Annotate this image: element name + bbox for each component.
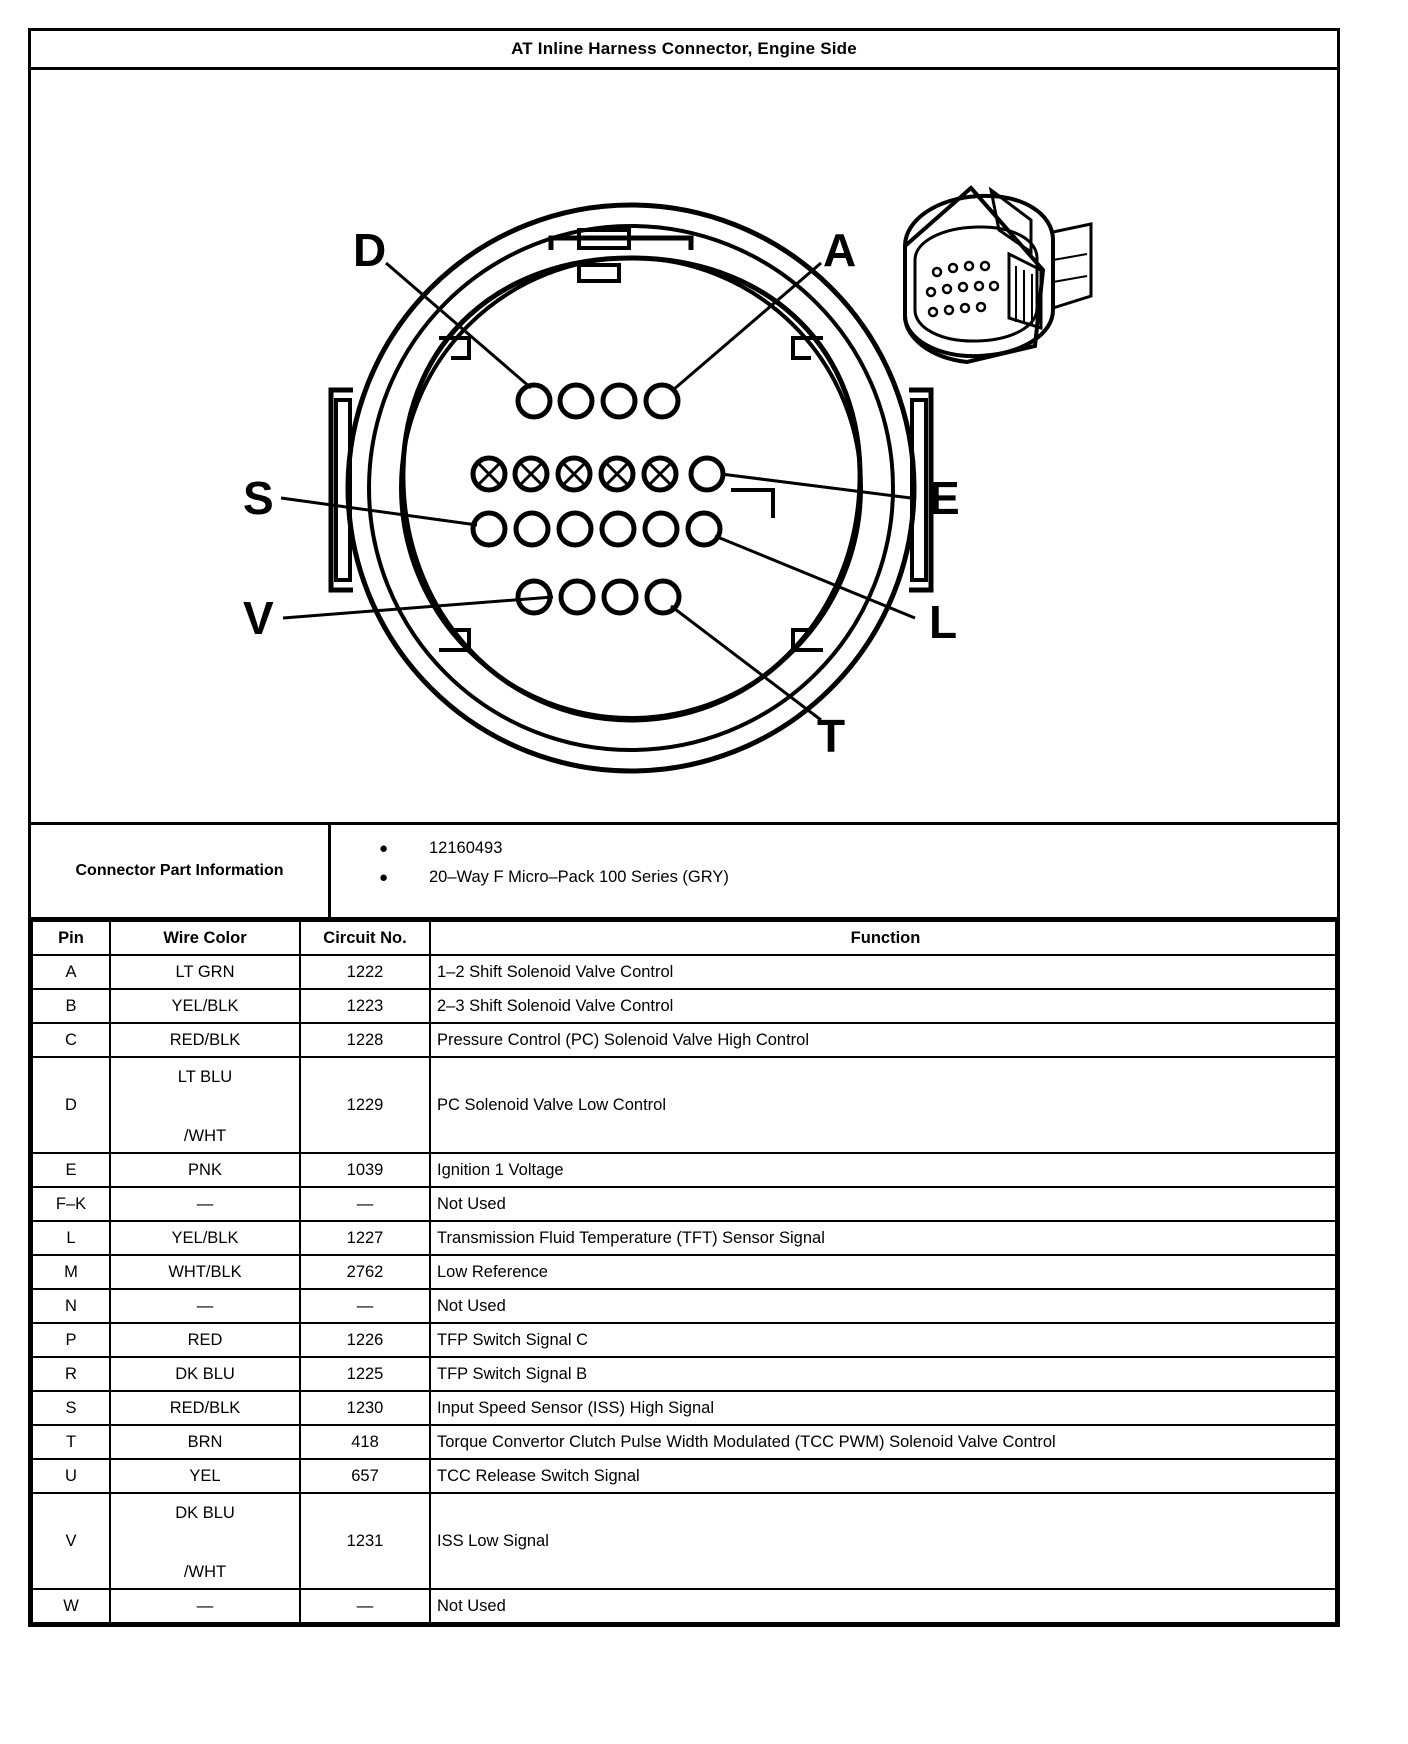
connector-isometric-illustration	[905, 188, 1091, 362]
cell-function: 1–2 Shift Solenoid Valve Control	[430, 955, 1336, 989]
cell-pin: R	[32, 1357, 110, 1391]
cell-circuit-no: 1231	[300, 1493, 430, 1589]
cell-circuit-no: 657	[300, 1459, 430, 1493]
bullet-icon: ●	[379, 869, 389, 886]
cell-circuit-no: —	[300, 1187, 430, 1221]
connector-part-information-body	[331, 825, 1337, 917]
cell-function: Input Speed Sensor (ISS) High Signal	[430, 1391, 1336, 1425]
cell-wire-color: YEL	[110, 1459, 300, 1493]
cell-function: ISS Low Signal	[430, 1493, 1336, 1589]
callout-E: E	[929, 472, 960, 524]
callout-T: T	[817, 710, 846, 762]
cell-pin: W	[32, 1589, 110, 1623]
cell-wire-color: —	[110, 1187, 300, 1221]
table-row	[32, 1493, 1336, 1589]
cell-wire-color: YEL/BLK	[110, 1221, 300, 1255]
cell-pin: S	[32, 1391, 110, 1425]
bullet-icon: ●	[379, 840, 389, 857]
cell-wire-color: RED	[110, 1323, 300, 1357]
table-row	[32, 1057, 1336, 1153]
table-row	[32, 989, 1336, 1023]
cell-circuit-no: 1225	[300, 1357, 430, 1391]
cell-function: TCC Release Switch Signal	[430, 1459, 1336, 1493]
cell-circuit-no: —	[300, 1289, 430, 1323]
cell-pin: T	[32, 1425, 110, 1459]
cell-function: TFP Switch Signal B	[430, 1357, 1336, 1391]
cell-function: Not Used	[430, 1589, 1336, 1623]
cell-wire-color: RED/BLK	[110, 1023, 300, 1057]
cell-circuit-no: 1227	[300, 1221, 430, 1255]
header-circuit: Circuit No.	[300, 921, 430, 955]
cell-circuit-no: 1039	[300, 1153, 430, 1187]
header-function: Function	[430, 921, 1336, 955]
table-row	[32, 1289, 1336, 1323]
cell-pin: A	[32, 955, 110, 989]
table-row	[32, 1221, 1336, 1255]
table-row	[32, 1425, 1336, 1459]
cell-pin: U	[32, 1459, 110, 1493]
cell-function: Torque Convertor Clutch Pulse Width Modulated (TCC PWM) Solenoid Valve Control	[430, 1425, 1336, 1459]
callout-A: A	[823, 224, 857, 276]
cell-circuit-no: 1222	[300, 955, 430, 989]
cell-pin: C	[32, 1023, 110, 1057]
part-description-line	[379, 868, 1337, 887]
table-row	[32, 1023, 1336, 1057]
cell-wire-color: DK BLU	[110, 1357, 300, 1391]
table-row	[32, 1391, 1336, 1425]
cell-circuit-no: 1226	[300, 1323, 430, 1357]
table-row	[32, 955, 1336, 989]
cell-pin: D	[32, 1057, 110, 1153]
cell-function: Ignition 1 Voltage	[430, 1153, 1336, 1187]
connector-part-information	[31, 825, 1337, 920]
table-row	[32, 1459, 1336, 1493]
table-row	[32, 1187, 1336, 1221]
callout-L: L	[929, 596, 958, 648]
table-row	[32, 1153, 1336, 1187]
cell-wire-color: DK BLU /WHT	[110, 1493, 300, 1589]
table-header-row	[32, 921, 1336, 955]
cell-wire-color: WHT/BLK	[110, 1255, 300, 1289]
cell-wire-color: PNK	[110, 1153, 300, 1187]
cell-circuit-no: 1230	[300, 1391, 430, 1425]
diagram-sheet	[28, 28, 1340, 1627]
part-number-line	[379, 839, 1337, 858]
table-row	[32, 1255, 1336, 1289]
connector-face-drawing	[31, 70, 1337, 822]
cell-circuit-no: —	[300, 1589, 430, 1623]
cell-pin: N	[32, 1289, 110, 1323]
header-color: Wire Color	[110, 921, 300, 955]
cell-wire-color: —	[110, 1289, 300, 1323]
header-pin: Pin	[32, 921, 110, 955]
cell-function: TFP Switch Signal C	[430, 1323, 1336, 1357]
cell-function: Not Used	[430, 1187, 1336, 1221]
cell-pin: F–K	[32, 1187, 110, 1221]
cell-pin: V	[32, 1493, 110, 1589]
cell-function: Not Used	[430, 1289, 1336, 1323]
cell-wire-color: LT BLU /WHT	[110, 1057, 300, 1153]
cell-function: PC Solenoid Valve Low Control	[430, 1057, 1336, 1153]
cell-wire-color: BRN	[110, 1425, 300, 1459]
table-row	[32, 1357, 1336, 1391]
connector-part-information-label: Connector Part Information	[31, 825, 331, 917]
cell-function: Transmission Fluid Temperature (TFT) Sensor Signal	[430, 1221, 1336, 1255]
connector-figure	[31, 70, 1337, 825]
table-row	[32, 1323, 1336, 1357]
pinout-table	[31, 920, 1337, 1624]
cell-wire-color: LT GRN	[110, 955, 300, 989]
callout-S: S	[243, 472, 274, 524]
table-row	[32, 1589, 1336, 1623]
cell-wire-color: RED/BLK	[110, 1391, 300, 1425]
cell-circuit-no: 2762	[300, 1255, 430, 1289]
cell-pin: E	[32, 1153, 110, 1187]
cell-circuit-no: 1228	[300, 1023, 430, 1057]
page-title: AT Inline Harness Connector, Engine Side	[31, 31, 1337, 70]
part-number: 12160493	[429, 839, 503, 857]
cell-function: 2–3 Shift Solenoid Valve Control	[430, 989, 1336, 1023]
cell-wire-color: —	[110, 1589, 300, 1623]
cell-pin: M	[32, 1255, 110, 1289]
cell-circuit-no: 1223	[300, 989, 430, 1023]
cell-pin: L	[32, 1221, 110, 1255]
cell-wire-color: YEL/BLK	[110, 989, 300, 1023]
cell-pin: P	[32, 1323, 110, 1357]
callout-V: V	[243, 592, 274, 644]
cell-function: Pressure Control (PC) Solenoid Valve High Control	[430, 1023, 1336, 1057]
cell-pin: B	[32, 989, 110, 1023]
cell-function: Low Reference	[430, 1255, 1336, 1289]
cell-circuit-no: 418	[300, 1425, 430, 1459]
callout-D: D	[353, 224, 387, 276]
part-description: 20–Way F Micro–Pack 100 Series (GRY)	[429, 868, 729, 886]
cell-circuit-no: 1229	[300, 1057, 430, 1153]
